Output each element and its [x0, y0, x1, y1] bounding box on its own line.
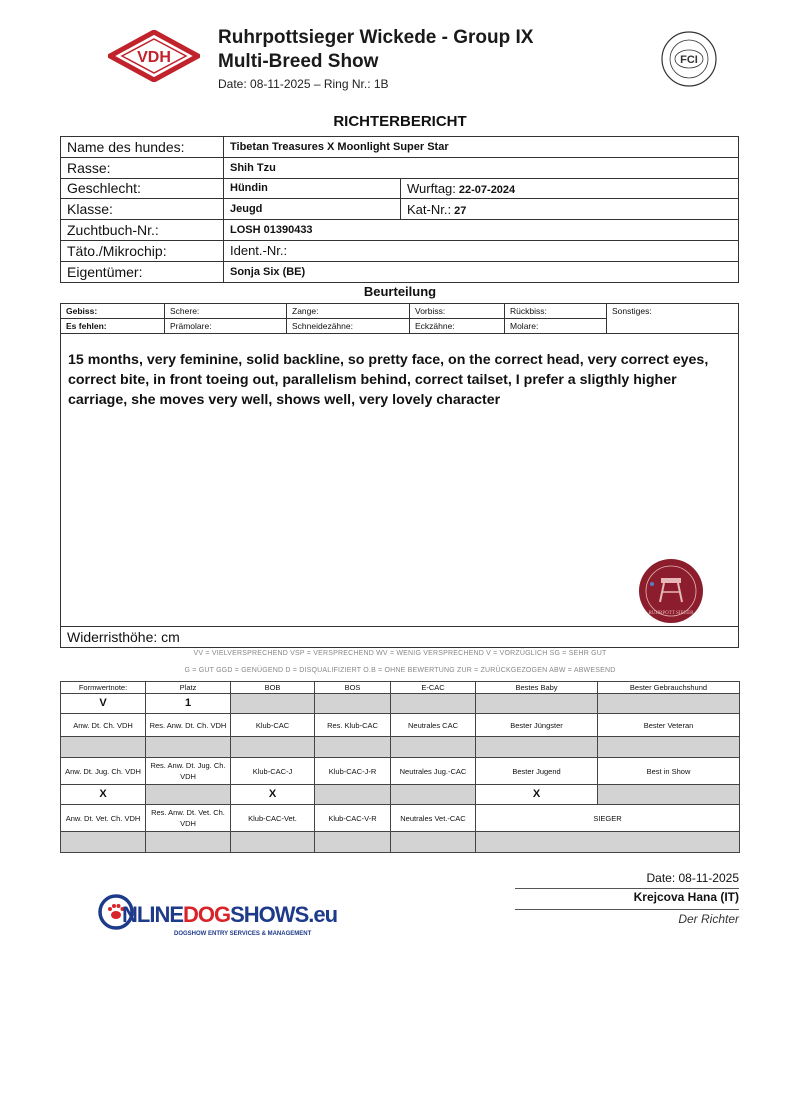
mark-cell: [146, 832, 231, 853]
name-value: Tibetan Treasures X Moonlight Super Star: [224, 137, 739, 158]
mark-cell: [315, 737, 391, 758]
klub-cac-j-r-label: Klub-CAC-J-R: [315, 758, 391, 785]
molar-label: Molare:: [505, 319, 607, 334]
bos-header: BOS: [315, 682, 391, 694]
results-label-row-2: [61, 714, 740, 737]
mark-cell: [315, 832, 391, 853]
show-subtitle: Multi-Breed Show: [218, 51, 379, 72]
mark-cell: [231, 832, 315, 853]
signature-date: Date: 08-11-2025: [646, 871, 739, 885]
neutral-vet-cac-label: Neutrales Vet.-CAC: [391, 805, 476, 832]
best-baby-header: Bestes Baby: [476, 682, 598, 694]
best-junior-label: Bester Jugend: [476, 758, 598, 785]
klub-cac-j-label: Klub-CAC-J: [231, 758, 315, 785]
ods-logo-part3: SHOWS.eu: [230, 902, 338, 927]
judge-name: Krejcova Hana (IT): [633, 890, 739, 904]
klub-cac-j-r-mark: [315, 785, 391, 805]
studbook-label: Zuchtbuch-Nr.:: [61, 220, 224, 241]
neutral-cac-label: Neutrales CAC: [391, 714, 476, 737]
sieger-label: SIEGER: [476, 805, 740, 832]
res-jug-ch-mark: [146, 785, 231, 805]
name-row: [61, 137, 739, 158]
breed-value: Shih Tzu: [224, 157, 739, 178]
signature-line-2: [515, 909, 739, 910]
results-mark-row-7: [61, 832, 740, 853]
canine-label: Eckzähne:: [410, 319, 505, 334]
grade-header: Formwertnote:: [61, 682, 146, 694]
mark-cell: [391, 737, 476, 758]
studbook-row: [61, 220, 739, 241]
bob-header: BOB: [231, 682, 315, 694]
results-header-row: [61, 682, 740, 694]
mark-cell: [231, 737, 315, 758]
sex-value: Hündin: [224, 178, 401, 199]
best-baby-mark: [476, 694, 598, 714]
vet-ch-vdh-label: Anw. Dt. Vet. Ch. VDH: [61, 805, 146, 832]
klub-cac-j-mark: X: [231, 785, 315, 805]
assessment-title: Beurteilung: [363, 284, 437, 299]
chip-row: [61, 240, 739, 261]
missing-label: Es fehlen:: [61, 319, 165, 334]
owner-row: [61, 261, 739, 282]
place-header: Platz: [146, 682, 231, 694]
name-label: Name des hundes:: [61, 137, 224, 158]
teeth-table: [60, 303, 739, 334]
chip-value: [224, 240, 739, 261]
mark-cell: [476, 832, 740, 853]
klub-cac-vet-label: Klub-CAC-Vet.: [231, 805, 315, 832]
klub-cac-label: Klub-CAC: [231, 714, 315, 737]
legend-line-1: VV = VIELVERSPRECHEND VSP = VERSPRECHEND WV = WENIG VERSPRECHEND V = VORZÜGLICH SG = SEHR GUT: [193, 650, 607, 657]
bos-mark: [315, 694, 391, 714]
undershot-label: Rückbiss:: [505, 304, 607, 319]
mark-cell: [146, 737, 231, 758]
mark-cell: [61, 832, 146, 853]
dob-cell: [401, 178, 739, 199]
cat-cell: [401, 199, 739, 220]
bob-mark: [231, 694, 315, 714]
class-value: Jeugd: [224, 199, 401, 220]
jug-ch-mark: X: [61, 785, 146, 805]
fci-logo-text: FCI: [680, 54, 698, 66]
other-label: Sonstiges:: [607, 304, 739, 334]
results-mark-row-1: [61, 694, 740, 714]
cat-value: 27: [454, 204, 467, 217]
level-label: Zange:: [287, 304, 410, 319]
mark-cell: [61, 737, 146, 758]
judge-role: Der Richter: [678, 912, 739, 926]
report-title: RICHTERBERICHT: [333, 113, 467, 130]
chip-label: Täto./Mikrochip:: [61, 240, 224, 261]
class-row: [61, 199, 739, 220]
ecac-header: E-CAC: [391, 682, 476, 694]
dob-label: Wurftag:: [407, 180, 456, 196]
signature-line-1: [515, 888, 739, 889]
studbook-value: LOSH 01390433: [224, 220, 739, 241]
ch-vdh-label: Anw. Dt. Ch. VDH: [61, 714, 146, 737]
klub-cac-v-r-label: Klub-CAC-V-R: [315, 805, 391, 832]
ods-logo-part2: DOG: [183, 902, 231, 927]
class-label: Klasse:: [61, 199, 224, 220]
chip-value-text: Ident.-Nr.:: [230, 243, 288, 259]
header-block: [218, 26, 533, 91]
vdh-logo: [108, 30, 200, 82]
breed-label: Rasse:: [61, 157, 224, 178]
results-table: [60, 681, 740, 853]
assessment-box: [60, 334, 739, 648]
premolar-label: Prämolare:: [165, 319, 287, 334]
show-title: Ruhrpottsieger Wickede - Group IX: [218, 27, 534, 48]
stamp-text: RUHRPOTT SIEGER: [648, 611, 694, 616]
vdh-logo-text: VDH: [137, 49, 171, 66]
sex-row: [61, 178, 739, 199]
scissor-label: Schere:: [165, 304, 287, 319]
best-in-show-mark: [598, 785, 740, 805]
owner-label: Eigentümer:: [61, 261, 224, 282]
mark-cell: [598, 737, 740, 758]
ods-logo-part1: NLINE: [122, 902, 183, 927]
grade-value: V: [61, 694, 146, 714]
results-label-row-4: [61, 758, 740, 785]
withers-height: Widerristhöhe: cm: [61, 626, 738, 648]
res-klub-cac-label: Res. Klub-CAC: [315, 714, 391, 737]
best-junior-mark: X: [476, 785, 598, 805]
breed-row: [61, 157, 739, 178]
mark-cell: [476, 737, 598, 758]
place-value: 1: [146, 694, 231, 714]
legend-line-2: G = GUT GGD = GENÜGEND D = DISQUALIFIZIERT O.B = OHNE BEWERTUNG ZUR = ZURÜCKGEZOGEN ABW = ABWESEND: [184, 667, 616, 674]
res-jug-ch-vdh-label: Res. Anw. Dt. Jug. Ch. VDH: [146, 758, 231, 785]
res-ch-vdh-label: Res. Anw. Dt. Ch. VDH: [146, 714, 231, 737]
dog-info-table: [60, 136, 739, 283]
fci-logo: [660, 30, 718, 88]
neutral-jug-cac-label: Neutrales Jug.-CAC: [391, 758, 476, 785]
cat-label: Kat-Nr.:: [407, 201, 452, 217]
ods-logo-text: [122, 902, 337, 928]
neutral-jug-cac-mark: [391, 785, 476, 805]
res-vet-ch-vdh-label: Res. Anw. Dt. Vet. Ch. VDH: [146, 805, 231, 832]
ecac-mark: [391, 694, 476, 714]
incisor-label: Schneidezähne:: [287, 319, 410, 334]
sex-label: Geschlecht:: [61, 178, 224, 199]
jug-ch-vdh-label: Anw. Dt. Jug. Ch. VDH: [61, 758, 146, 785]
show-date-ring: Date: 08-11-2025 – Ring Nr.: 1B: [218, 77, 389, 91]
best-working-header: Bester Gebrauchshund: [598, 682, 740, 694]
results-mark-row-3: [61, 737, 740, 758]
dob-value: 22-07-2024: [458, 183, 516, 196]
results-mark-row-5: [61, 785, 740, 805]
ods-tagline: DOGSHOW ENTRY SERVICES & MANAGEMENT: [174, 931, 312, 937]
overshot-label: Vorbiss:: [410, 304, 505, 319]
results-label-row-6: [61, 805, 740, 832]
bite-label: Gebiss:: [61, 304, 165, 319]
best-in-show-label: Best in Show: [598, 758, 740, 785]
mark-cell: [391, 832, 476, 853]
best-working-mark: [598, 694, 740, 714]
critique-text: 15 months, very feminine, solid backline, so pretty face, on the correct head, very correct eyes, correct bite, in front toeing out, parallelism behind, correct tailset, I prefer a sligthly higher carriage, she moves very well, shows well, very lovely character: [68, 352, 709, 408]
owner-value: Sonja Six (BE): [224, 261, 739, 282]
teeth-row-1: [61, 304, 739, 319]
ruhrpott-sieger-stamp: [638, 558, 704, 624]
best-veteran-label: Bester Veteran: [598, 714, 740, 737]
best-minor-label: Bester Jüngster: [476, 714, 598, 737]
